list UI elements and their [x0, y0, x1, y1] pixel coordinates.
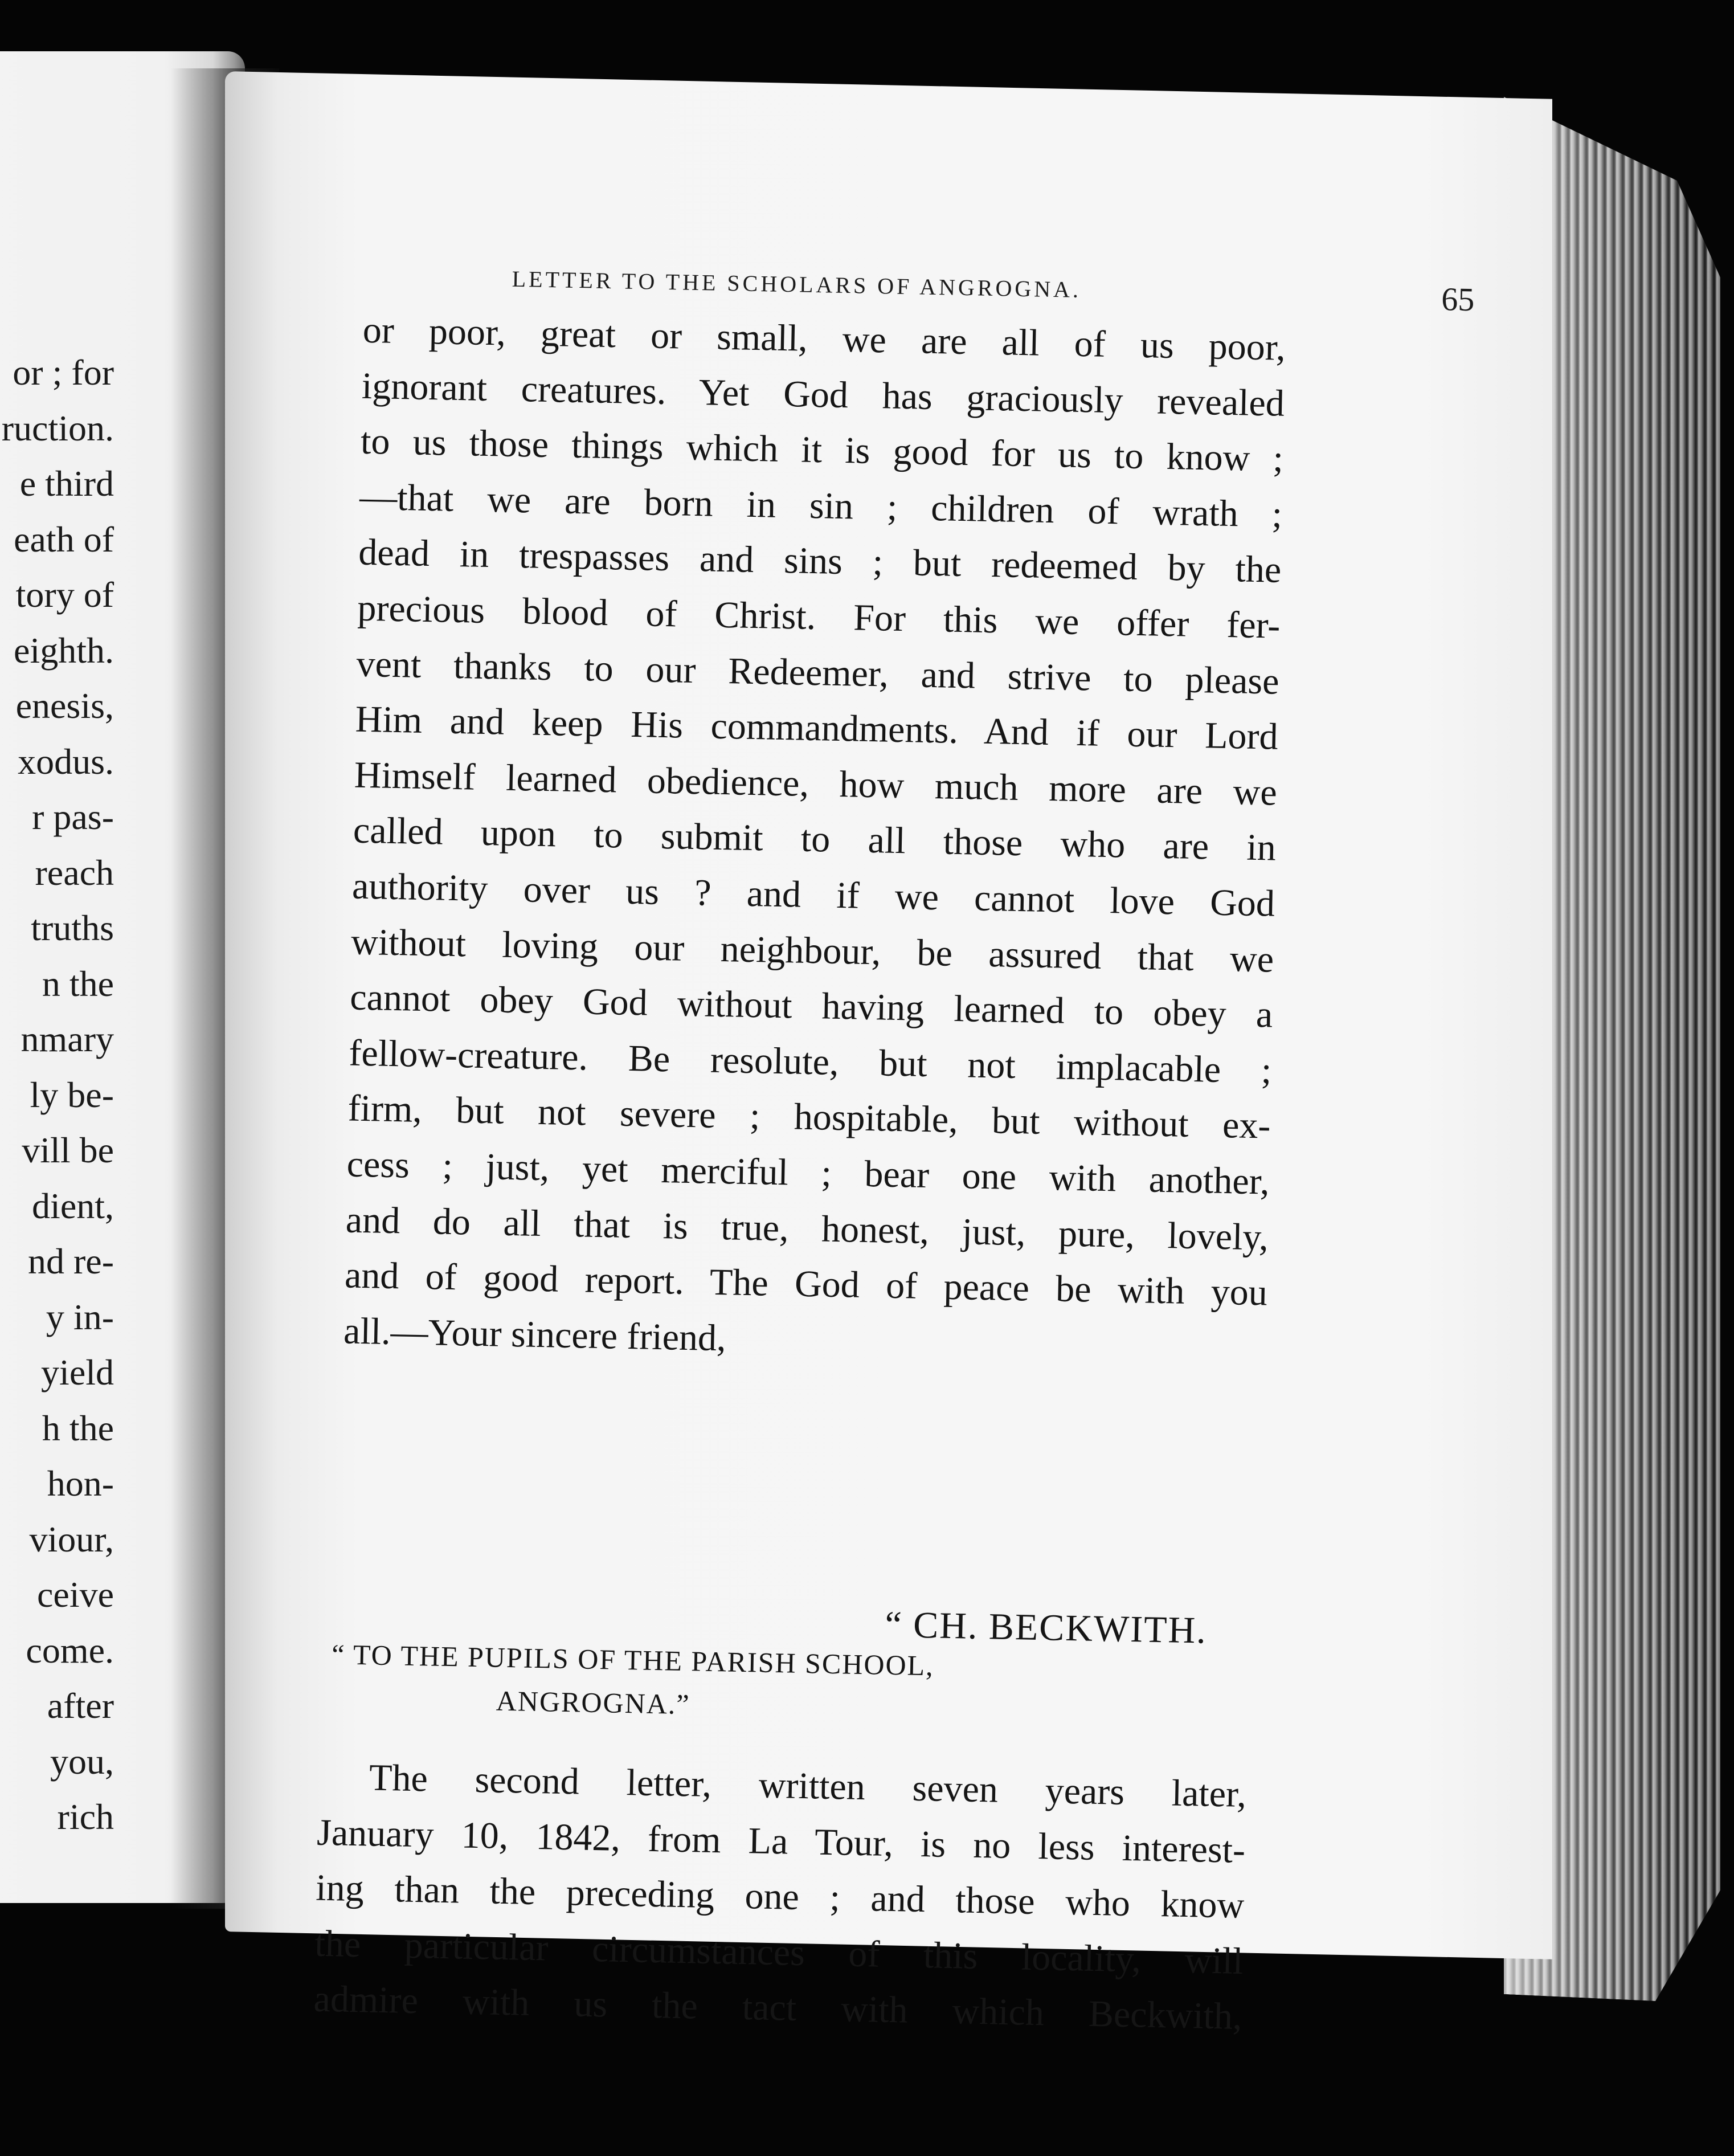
- body-line: ignorant creatures. Yet God has graciously revealed: [361, 365, 1285, 424]
- body-line: cannot obey God without having learned to obey a: [349, 976, 1273, 1036]
- second-paragraph: [313, 1749, 1247, 2045]
- body-line: firm, but not severe ; hospitable, but without ex-: [347, 1087, 1271, 1147]
- body-line: Himself learned obedience, how much more are we: [354, 754, 1278, 814]
- body-line: Him and keep His commandments. And if our Lord: [355, 698, 1279, 758]
- left-line: you,: [50, 1741, 114, 1782]
- left-line: tory of: [15, 574, 114, 615]
- left-line: reach: [35, 852, 114, 893]
- left-line: truths: [31, 908, 114, 948]
- body-line: called upon to submit to all those who are in: [353, 809, 1277, 869]
- body-line: and of good report. The God of peace be with you: [344, 1254, 1268, 1314]
- left-line: r pas-: [32, 797, 114, 837]
- body-line: —that we are born in sin ; children of wrath ;: [359, 476, 1283, 536]
- left-line: xodus.: [18, 741, 114, 782]
- paragraph-line: the particular circumstances of this locality, will: [314, 1922, 1244, 1982]
- left-line: ruction.: [1, 407, 114, 448]
- left-line: e third: [19, 463, 114, 504]
- left-line: n the: [42, 963, 114, 1004]
- left-line: after: [47, 1685, 114, 1726]
- page-number: 65: [1441, 280, 1475, 318]
- address-line: “ TO THE PUPILS OF THE PARISH SCHOOL,: [331, 1638, 935, 1682]
- left-line: y in-: [46, 1296, 114, 1337]
- letter-address: [330, 1632, 934, 1730]
- paragraph-line: January 10, 1842, from La Tour, is no less interest-: [316, 1811, 1246, 1871]
- left-line: or ; for: [13, 352, 114, 393]
- address-line: ANGROGNA.”: [496, 1684, 691, 1721]
- left-line: eighth.: [14, 630, 114, 671]
- paragraph-line: The second letter, written seven years later,: [369, 1757, 1247, 1815]
- body-line: or poor, great or small, we are all of us poor,: [362, 309, 1286, 369]
- left-line: enesis,: [15, 685, 114, 726]
- left-line: rich: [57, 1796, 114, 1837]
- left-line: viour,: [29, 1518, 114, 1559]
- body-line: to us those things which it is good for us to know ;: [360, 420, 1284, 480]
- left-line: h the: [42, 1407, 114, 1448]
- left-line: nd re-: [27, 1241, 114, 1281]
- body-line: cess ; just, yet merciful ; bear one with another,: [346, 1143, 1270, 1203]
- paragraph-line: ing than the preceding one ; and those who know: [315, 1867, 1245, 1927]
- letter-body: [343, 303, 1286, 1377]
- left-line: eath of: [14, 518, 114, 560]
- paragraph-line: admire with us the tact with which Beckwith,: [313, 1978, 1243, 2038]
- running-head-title: LETTER TO THE SCHOLARS OF ANGROGNA.: [512, 266, 1082, 303]
- body-line: dead in trespasses and sins ; but redeemed by the: [358, 532, 1282, 591]
- left-line: hon-: [47, 1463, 114, 1504]
- body-line: authority over us ? and if we cannot love God: [351, 865, 1275, 925]
- body-line: and do all that is true, honest, just, pure, lovely,: [345, 1198, 1269, 1259]
- body-line: fellow-creature. Be resolute, but not implacable ;: [348, 1032, 1272, 1092]
- left-line: ly be-: [30, 1074, 114, 1115]
- body-line: precious blood of Christ. For this we offer fer-: [357, 587, 1281, 647]
- left-line: dient,: [32, 1185, 114, 1226]
- left-line: ceive: [37, 1574, 114, 1615]
- body-line: vent thanks to our Redeemer, and strive to please: [356, 643, 1280, 703]
- left-line: nmary: [21, 1019, 114, 1059]
- left-page-text: [0, 345, 114, 1845]
- left-line: come.: [26, 1630, 114, 1671]
- body-line: all.—Your sincere friend,: [343, 1310, 727, 1359]
- left-line: yield: [41, 1352, 114, 1393]
- body-line: without loving our neighbour, be assured that we: [350, 921, 1274, 981]
- left-line: vill be: [22, 1130, 114, 1170]
- signature: “ CH. BECKWITH.: [884, 1603, 1208, 1652]
